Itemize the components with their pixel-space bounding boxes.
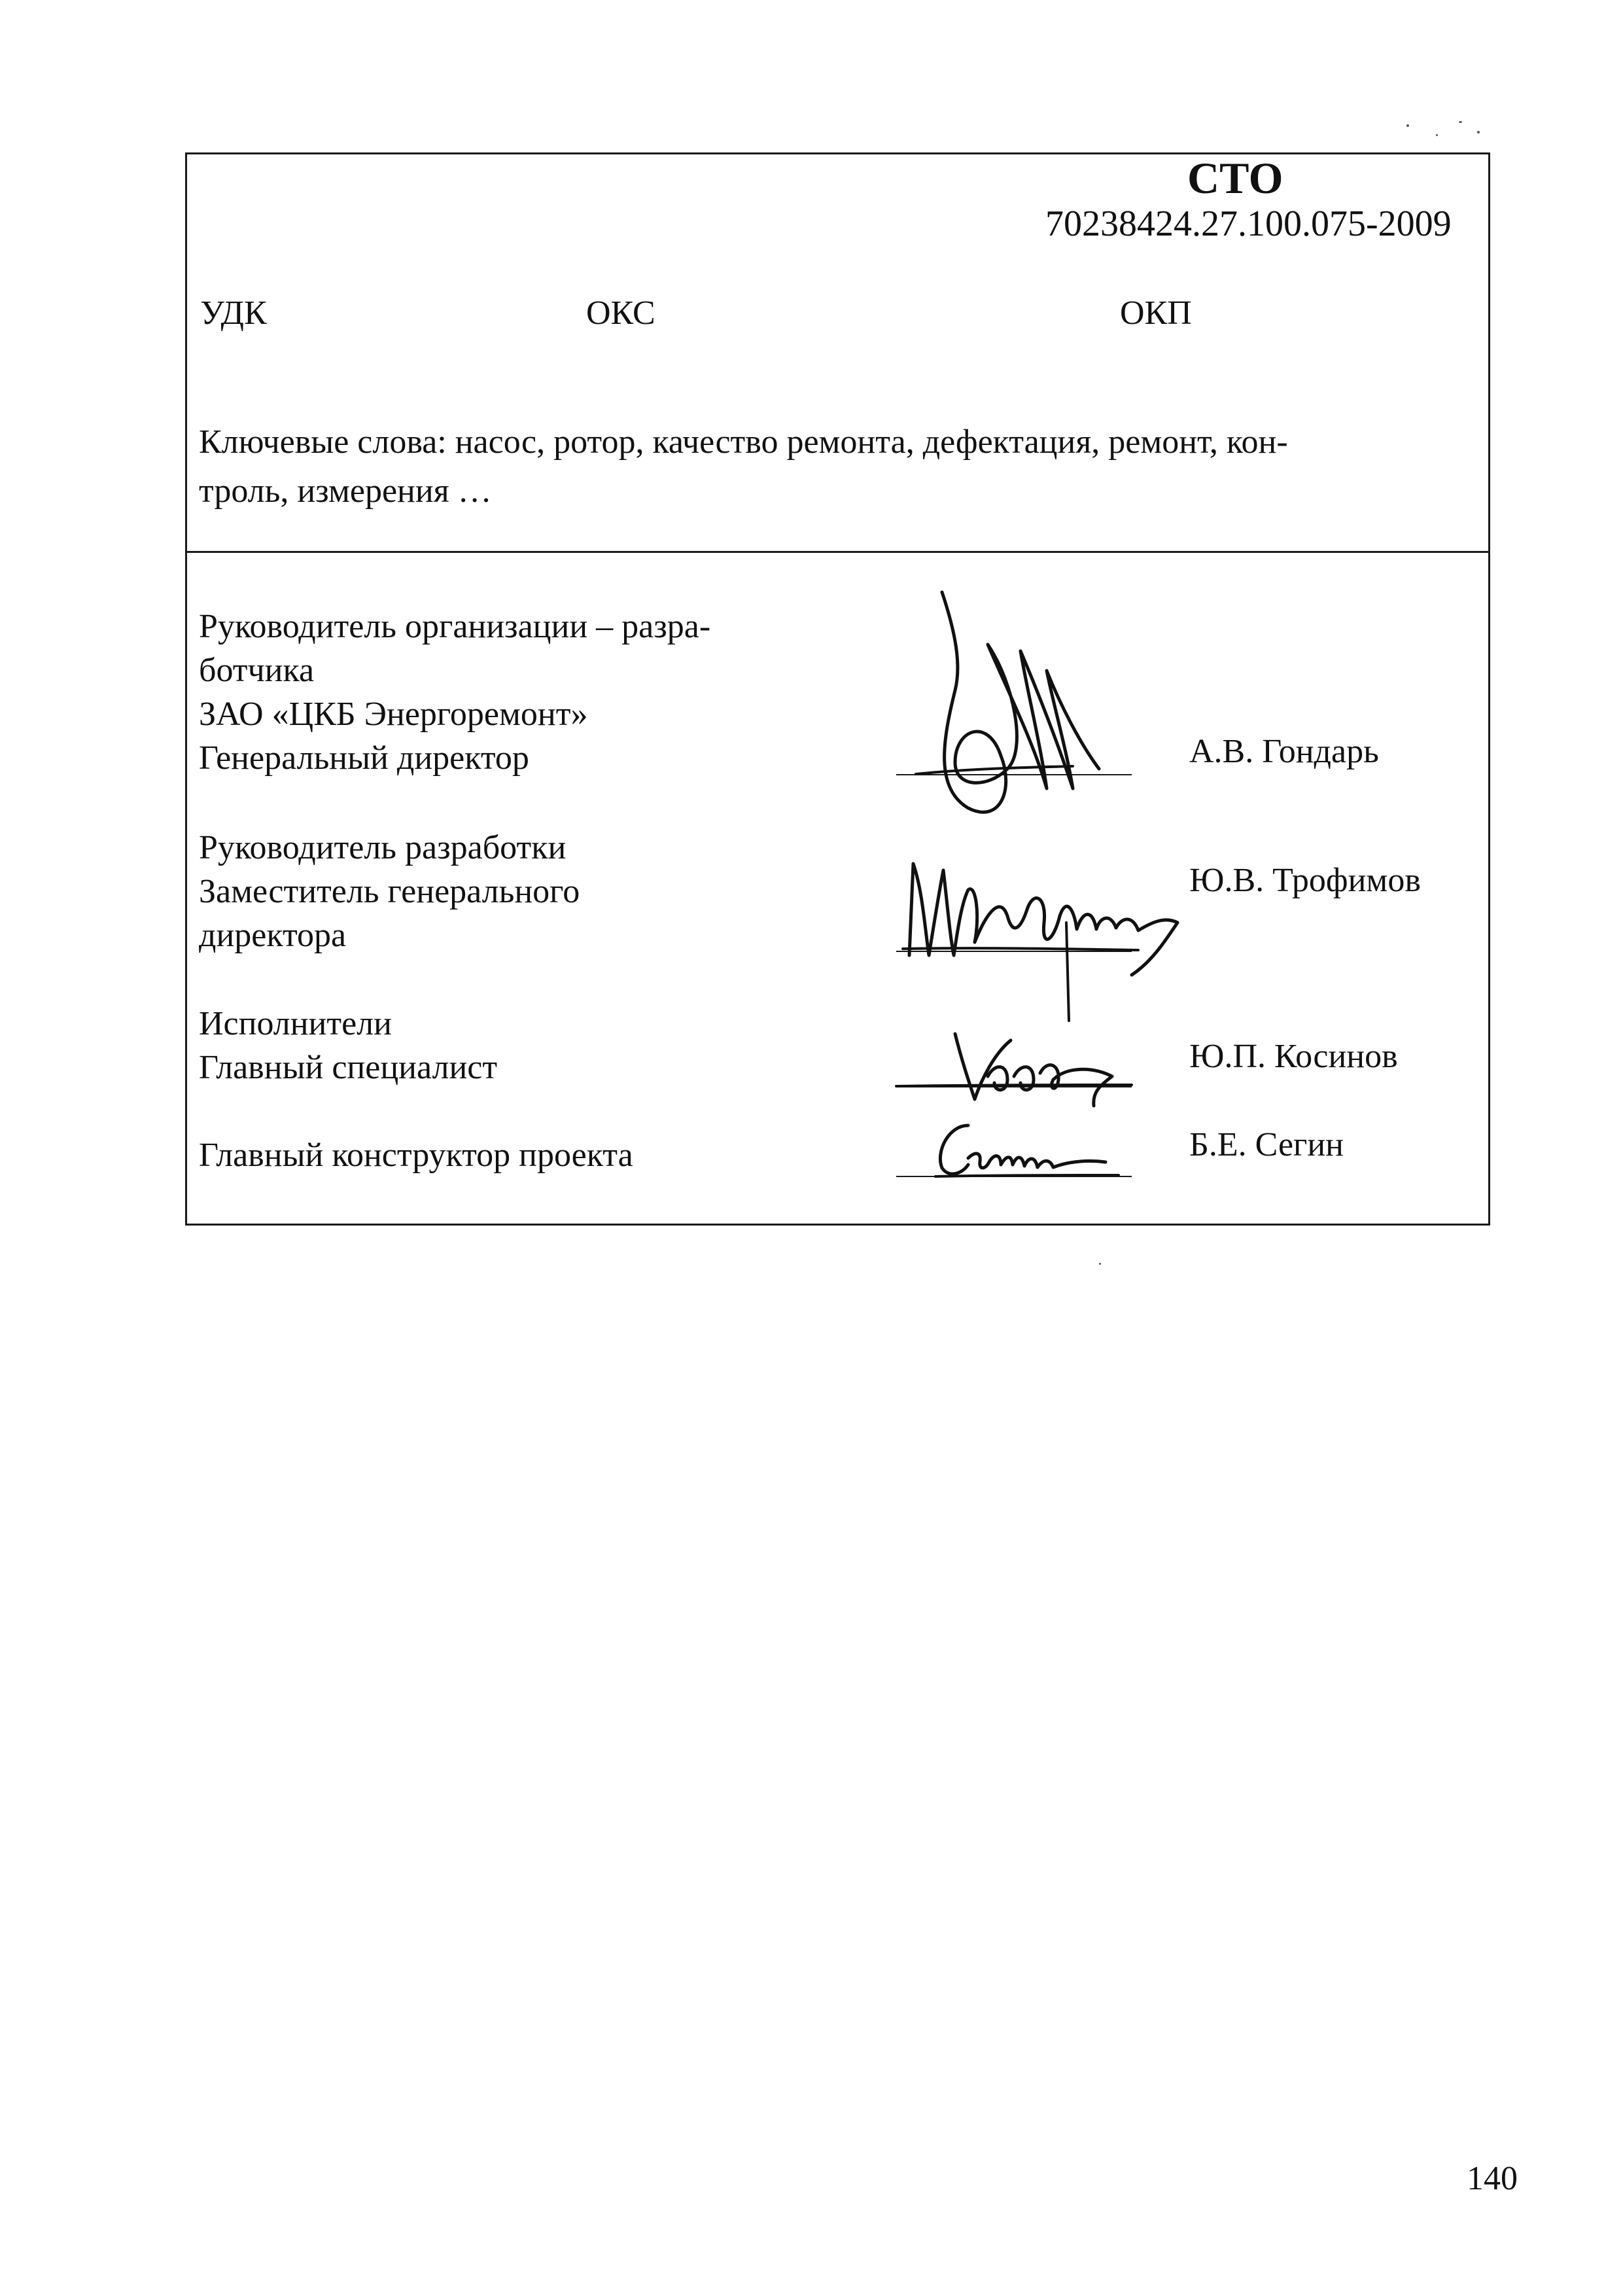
okp-code-label: ОКП: [1120, 294, 1192, 332]
oks-code-label: ОКС: [586, 294, 655, 332]
scan-speck: [1406, 124, 1409, 127]
udk-code-label: УДК: [200, 294, 267, 332]
scan-speck: [1477, 131, 1480, 133]
signatory-1-role-line-1: Руководитель организации – разра-: [199, 608, 711, 645]
scan-speck: [1099, 1263, 1101, 1265]
keywords-line-1: Ключевые слова: насос, ротор, качество ремонта, дефектация, ремонт, кон-: [199, 423, 1288, 461]
signatory-3-role-line-2: Главный специалист: [199, 1049, 498, 1086]
scan-speck: [1436, 134, 1438, 136]
signatory-1-position: Генеральный директор: [199, 739, 529, 777]
signature-trofimov-icon: [903, 851, 1191, 1027]
page-number: 140: [1467, 2160, 1518, 2197]
signature-segin-icon: [929, 1112, 1125, 1184]
keywords-line-2: троль, измерения …: [199, 472, 492, 510]
signature-kosinov-icon: [896, 1027, 1145, 1119]
signatory-1-name: А.В. Гондарь: [1189, 733, 1379, 770]
signatory-4-role: Главный конструктор проекта: [199, 1137, 633, 1174]
scan-speck: [1459, 121, 1462, 123]
signatory-1-organization: ЗАО «ЦКБ Энергоремонт»: [199, 696, 588, 733]
signatory-1-role-line-2: ботчика: [199, 652, 315, 689]
signatory-2-role-line-3: директора: [199, 917, 347, 954]
standard-prefix: СТО: [1187, 153, 1283, 203]
section-divider: [185, 551, 1490, 553]
signatory-2-name: Ю.В. Трофимов: [1189, 862, 1421, 899]
signature-gondar-icon: [916, 592, 1125, 841]
signatory-3-name: Ю.П. Косинов: [1189, 1038, 1398, 1075]
standard-number: 70238424.27.100.075-2009: [1045, 203, 1452, 244]
signatory-2-role-line-2: Заместитель генерального: [199, 873, 580, 910]
signatory-3-role-line-1: Исполнители: [199, 1005, 392, 1042]
signatory-4-name: Б.Е. Сегин: [1189, 1126, 1344, 1163]
signatory-2-role-line-1: Руководитель разработки: [199, 829, 567, 866]
